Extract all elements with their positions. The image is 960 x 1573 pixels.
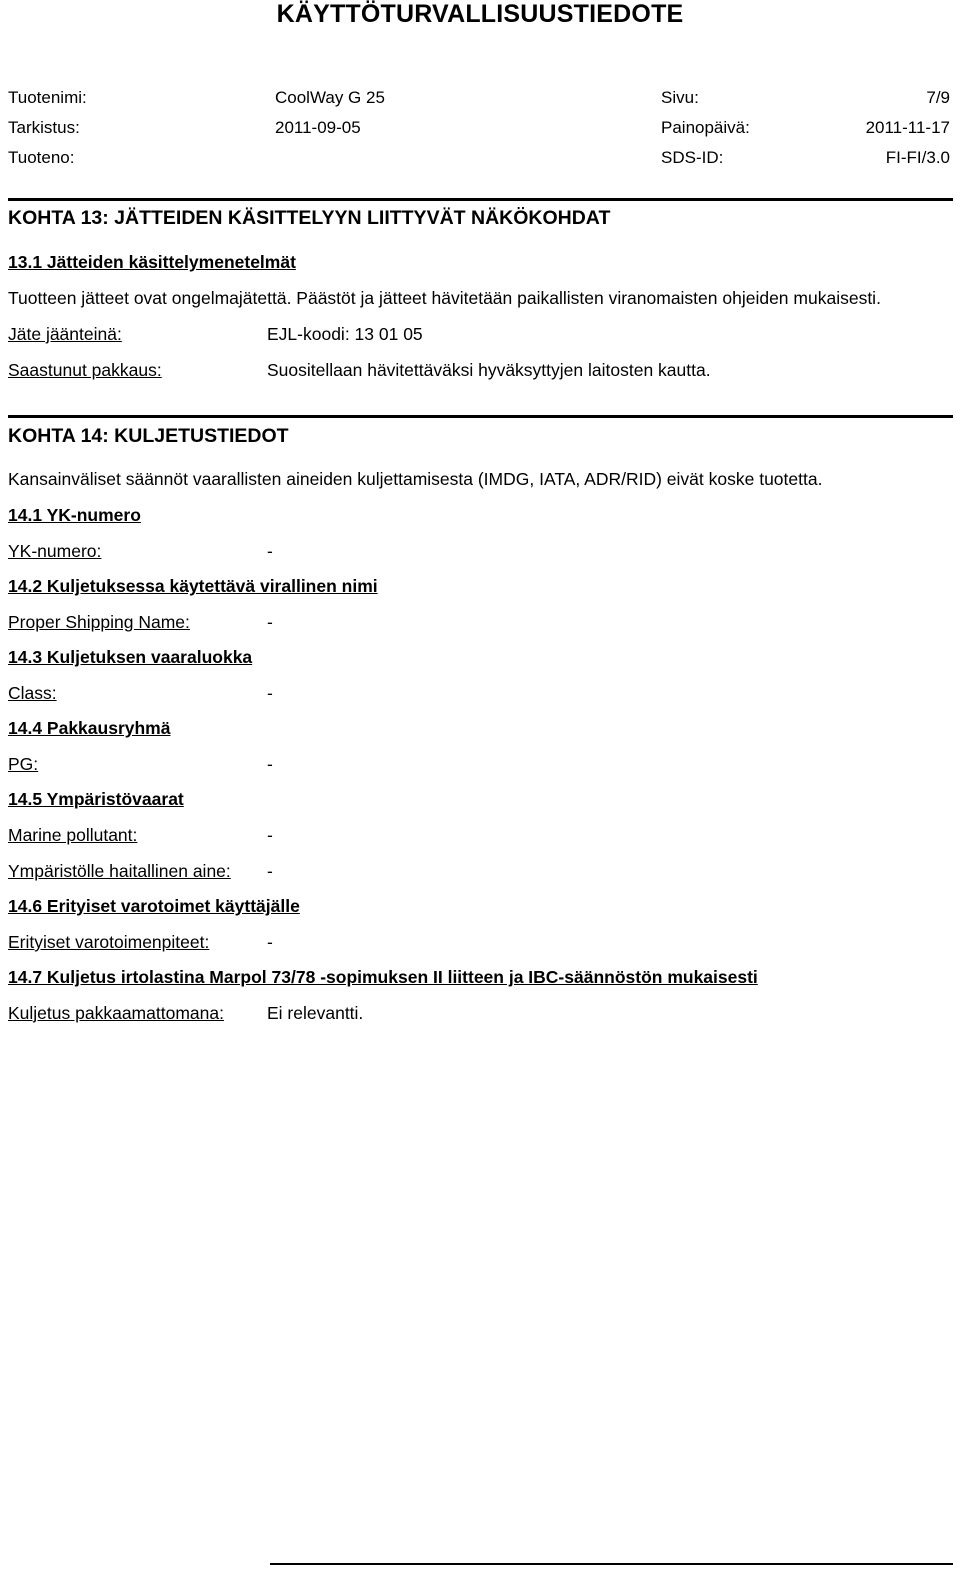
env-hazard-value: -	[267, 861, 273, 881]
residue-label: Jäte jäänteinä:	[8, 324, 122, 344]
sds-id-value: FI-FI/3.0	[885, 148, 950, 167]
section-13-heading: KOHTA 13: JÄTTEIDEN KÄSITTELYYN LIITTYVÄT NÄKÖKOHDAT	[8, 207, 611, 229]
env-hazard-label: Ympäristölle haitallinen aine:	[8, 861, 231, 881]
print-date-value: 2011-11-17	[865, 118, 950, 137]
section-14-5-heading: 14.5 Ympäristövaarat	[8, 789, 184, 809]
section-14-intro: Kansainväliset säännöt vaarallisten aineiden kuljettamisesta (IMDG, IATA, ADR/RID) eivät koske tuotetta.	[8, 469, 823, 489]
section-14-rule	[8, 415, 953, 418]
section-13-1-heading: 13.1 Jätteiden käsittelymenetelmät	[8, 252, 296, 272]
bulk-transport-label: Kuljetus pakkaamattomana:	[8, 1003, 224, 1023]
revision-label: Tarkistus:	[8, 118, 80, 137]
section-14-heading: KOHTA 14: KULJETUSTIEDOT	[8, 425, 289, 447]
print-date-label: Painopäivä:	[661, 118, 750, 137]
footer-rule	[270, 1563, 953, 1565]
section-14-2-heading: 14.2 Kuljetuksessa käytettävä virallinen nimi	[8, 576, 378, 596]
product-name-label: Tuotenimi:	[8, 88, 87, 107]
un-number-value: -	[267, 541, 273, 561]
packaging-label: Saastunut pakkaus:	[8, 360, 162, 380]
residue-value: EJL-koodi: 13 01 05	[267, 324, 423, 344]
un-number-label: YK-numero:	[8, 541, 102, 561]
product-no-label: Tuoteno:	[8, 148, 75, 167]
precautions-value: -	[267, 932, 273, 952]
revision-value: 2011-09-05	[275, 118, 361, 137]
page-value: 7/9	[926, 88, 950, 107]
precautions-label: Erityiset varotoimenpiteet:	[8, 932, 210, 952]
packing-group-label: PG:	[8, 754, 39, 774]
section-14-3-heading: 14.3 Kuljetuksen vaaraluokka	[8, 647, 253, 667]
shipping-name-label: Proper Shipping Name:	[8, 612, 190, 632]
product-name-value: CoolWay G 25	[275, 88, 385, 107]
marine-pollutant-value: -	[267, 825, 273, 845]
section-14-7-heading: 14.7 Kuljetus irtolastina Marpol 73/78 -sopimuksen II liitteen ja IBC-säännöstön mukaisesti	[8, 967, 758, 987]
packaging-value: Suositellaan hävitettäväksi hyväksyttyjen laitosten kautta.	[267, 360, 711, 380]
sds-id-label: SDS-ID:	[661, 148, 724, 167]
section-14-4-heading: 14.4 Pakkausryhmä	[8, 718, 171, 738]
marine-pollutant-label: Marine pollutant:	[8, 825, 138, 845]
section-13-rule	[8, 198, 953, 201]
section-14-1-heading: 14.1 YK-numero	[8, 505, 141, 525]
class-value: -	[267, 683, 273, 703]
class-label: Class:	[8, 683, 57, 703]
page-label: Sivu:	[661, 88, 699, 107]
section-13-1-text: Tuotteen jätteet ovat ongelmajätettä. Päästöt ja jätteet hävitetään paikallisten viranomaisten ohjeiden mukaisesti.	[8, 288, 881, 308]
section-14-6-heading: 14.6 Erityiset varotoimet käyttäjälle	[8, 896, 300, 916]
packing-group-value: -	[267, 754, 273, 774]
shipping-name-value: -	[267, 612, 273, 632]
document-title: KÄYTTÖTURVALLISUUSTIEDOTE	[276, 0, 684, 28]
bulk-transport-value: Ei relevantti.	[267, 1003, 364, 1023]
